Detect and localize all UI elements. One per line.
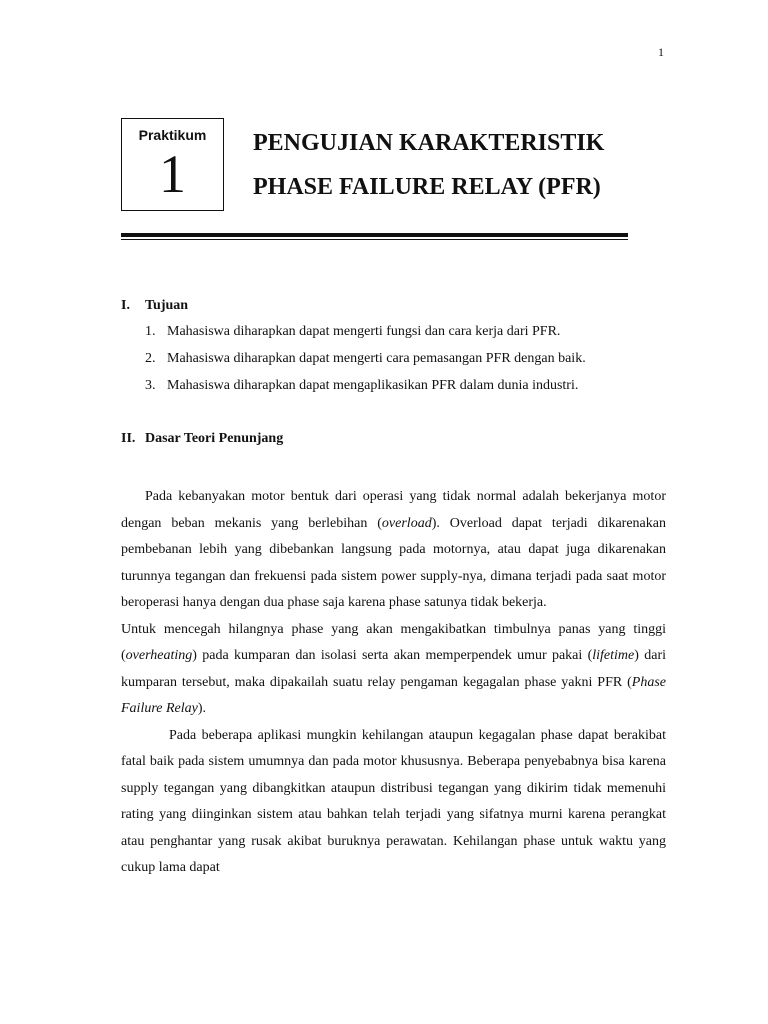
section-number: I.: [121, 298, 130, 313]
italic-term: overload: [381, 515, 432, 531]
list-item-text: Mahasiswa diharapkan dapat mengerti fungsi dan cara kerja dari PFR.: [167, 324, 561, 339]
praktikum-number: 1: [159, 144, 186, 204]
paragraph-3: [121, 723, 666, 882]
page-title-line-2: PHASE FAILURE RELAY (PFR): [253, 174, 601, 200]
text-run: Untuk mencegah hilangnya phase yang akan mengakibatkan timbulnya panas yang tinggi (: [121, 621, 666, 663]
text-run: Pada kebanyakan motor bentuk dari operasi yang tidak normal adalah bekerjanya motor dengan beban mekanis yang berlebihan (: [121, 489, 666, 531]
section-heading-tujuan: [121, 298, 188, 314]
praktikum-box: [121, 118, 224, 211]
body-text: [121, 484, 666, 882]
section-heading-dasar-teori: [121, 431, 283, 447]
list-item-number: 2.: [145, 351, 156, 366]
list-item-text: Mahasiswa diharapkan dapat mengaplikasikan PFR dalam dunia industri.: [167, 378, 579, 393]
page-title-line-1: PENGUJIAN KARAKTERISTIK: [253, 130, 605, 156]
text-run: ) dari kumparan tersebut, maka dipakailah suatu relay pengaman kegagalan phase yakni PFR (: [121, 648, 666, 690]
list-item: [145, 324, 560, 340]
list-item: [145, 378, 578, 394]
page-number: 1: [658, 45, 664, 59]
paragraph-1: [121, 484, 666, 617]
italic-term: lifetime: [592, 648, 635, 663]
text-run: ) pada kumparan dan isolasi serta akan memperpendek umur pakai (: [192, 648, 593, 663]
section-title: Dasar Teori Penunjang: [145, 431, 284, 446]
list-item-text: Mahasiswa diharapkan dapat mengerti cara pemasangan PFR dengan baik.: [167, 351, 586, 366]
text-run: ).: [197, 701, 207, 716]
praktikum-label: Praktikum: [138, 127, 207, 143]
text-run: ). Overload dapat terjadi dikarenakan pembebanan lebih yang dibebankan langsung pada motornya, atau dapat juga dikarenakan turunnya tegangan dan frekuensi pada sistem power supply-nya, dimana terjadi pada saat motor beroperasi hanya dengan dua phase saja karena phase satunya tidak bekerja.: [121, 515, 666, 610]
list-item-number: 3.: [145, 378, 156, 393]
list-item: [145, 351, 586, 367]
title-divider-thick: [121, 233, 628, 237]
section-number: II.: [121, 431, 136, 446]
title-divider-thin: [121, 239, 628, 240]
list-item-number: 1.: [145, 324, 156, 339]
italic-term: Phase Failure Relay: [121, 674, 666, 716]
italic-term: overheating: [125, 648, 193, 663]
paragraph-2: [121, 617, 666, 723]
section-title: Tujuan: [145, 298, 189, 313]
text-run: Pada beberapa aplikasi mungkin kehilangan ataupun kegagalan phase dapat berakibat fatal baik pada sistem umumnya dan pada motor khususnya. Beberapa penyebabnya bisa karena supply tegangan yang dibangkitkan ataupun distribusi tegangan yang dikirim tidak memenuhi rating yang diinginkan sistem atau bahkan telah terjadi yang sifatnya murni karena perangkat atau penghantar yang rusak akibat buruknya perawatan. Kehilangan phase untuk waktu yang cukup lama dapat: [121, 727, 666, 875]
